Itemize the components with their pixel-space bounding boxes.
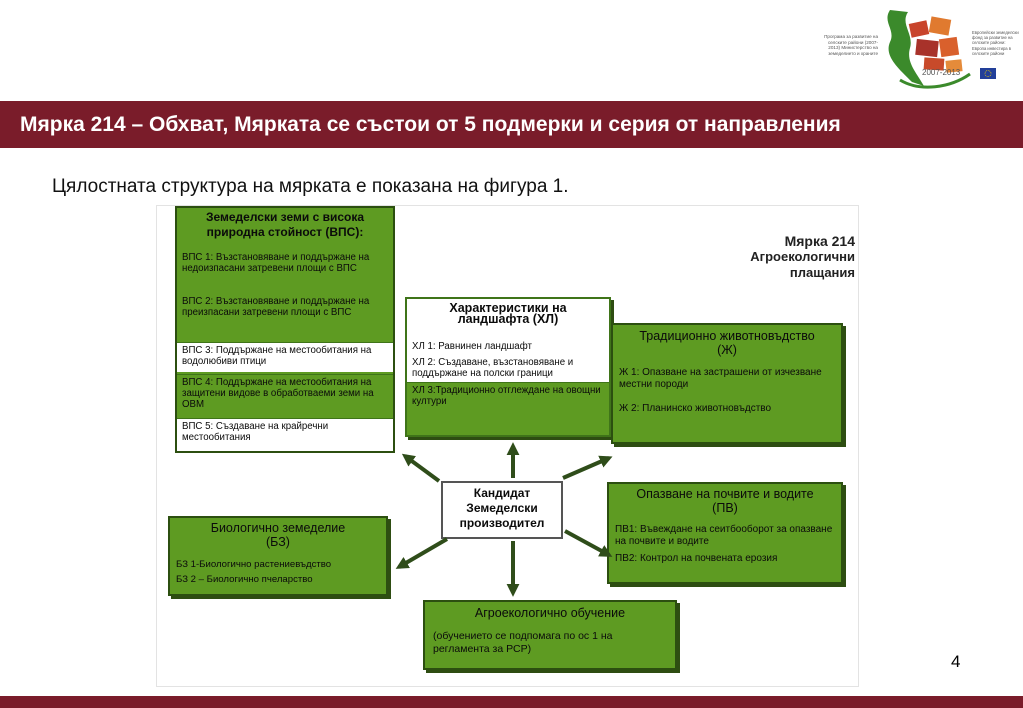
zh-item-1: Ж 1: Опазване на застрашени от изчезване местни породи: [619, 367, 822, 390]
bz-item-2: БЗ 2 – Биологично пчеларство: [176, 573, 313, 585]
vps-item-3: ВПС 3: Поддържане на местообитания на водолюбиви птици: [177, 342, 393, 372]
pv-item-1: ПВ1: Въвеждане на сеитбооборот за опазване на почвите и водите: [615, 524, 833, 547]
vps-item-2: ВПС 2: Възстановяване и поддържане на преизпасани затревени площи с ВПС: [177, 294, 393, 340]
bz-title: Биологично земеделие (БЗ): [210, 521, 346, 549]
pv-item-2: ПВ2: Контрол на почвената ерозия: [615, 553, 778, 564]
measure-subtitle: Агроекологични плащания: [750, 249, 855, 280]
arrow-to-bz: [399, 539, 447, 567]
pv-title: Опазване на почвите и водите (ПВ): [636, 487, 814, 515]
center-box: Кандидат Земеделски производител: [441, 481, 563, 539]
ao-title: Агроекологично обучение: [474, 606, 626, 620]
measure-structure-diagram: [156, 205, 859, 687]
logo-right-text: Европейски земеделски фонд за развитие на селските райони: Европа инвестира в селските райони: [972, 30, 1019, 56]
hl-item-3: ХЛ 3:Традиционно отглеждане на овощни култури: [407, 382, 609, 435]
zh-title: Традиционно животновъдство (Ж): [639, 329, 815, 357]
slide-subtitle: Цялостната структура на мярката е показана на фигура 1.: [52, 176, 569, 197]
vps-item-5: ВПС 5: Създаване на крайречни местообитания: [177, 418, 393, 451]
ao-body: (обучението се подпомага по ос 1 на регламента за РСР): [433, 630, 613, 655]
footer-bar: [0, 696, 1023, 708]
hl-item-2: ХЛ 2: Създаване, възстановяване и поддържане на полски граници: [407, 355, 609, 380]
arrow-to-pv: [565, 531, 609, 555]
bz-item-1: БЗ 1-Биологично растениевъдство: [176, 559, 332, 570]
zh-item-2: Ж 2: Планинско животновъдство: [619, 403, 772, 414]
vps-item-4: ВПС 4: Поддържане на местообитания на защитени видове в обработваеми земи на ОВМ: [177, 374, 393, 416]
page-number: 4: [951, 652, 961, 671]
vps-title: Земеделски земи с висока природна стойност (ВПС):: [177, 208, 393, 248]
hl-item-1: ХЛ 1: Равнинен ландшафт: [407, 339, 609, 353]
hl-title: Характеристики на ландшафта (ХЛ): [407, 299, 609, 337]
logo-year: 2007-2013: [922, 68, 961, 77]
diagram-arrows: [157, 206, 858, 686]
arrow-to-vps: [405, 456, 439, 481]
logo-left-text: Програма за развитие на селските райони (2007-2013) Министерство на земеделието и храните: [824, 34, 878, 56]
measure-title: Мярка 214: [784, 233, 855, 249]
slide-title-banner: Мярка 214 – Обхват, Мярката се състои от 5 подмерки и серия от направления: [0, 101, 1023, 148]
arrow-to-zh: [563, 458, 609, 478]
vps-item-1: ВПС 1: Възстановяване и поддържане на недоизпасани затревени площи с ВПС: [177, 250, 393, 292]
